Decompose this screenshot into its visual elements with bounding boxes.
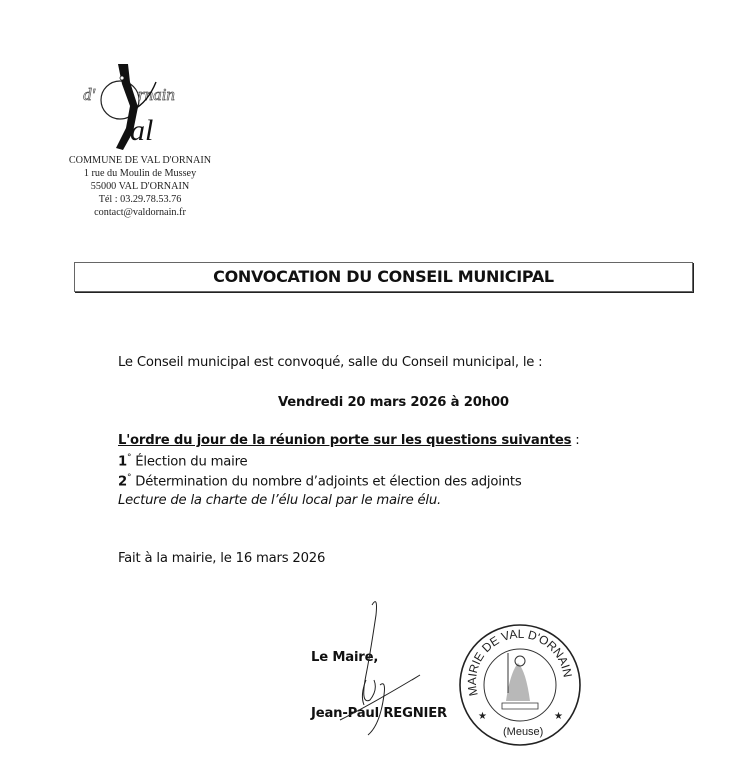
agenda-colon: : xyxy=(571,433,580,448)
address-line: 55000 VAL D'ORNAIN xyxy=(90,181,190,192)
title-box xyxy=(74,262,693,292)
address-line: COMMUNE DE VAL D'ORNAIN xyxy=(68,155,212,166)
agenda-item-number: 2 xyxy=(118,474,127,490)
commune-logo xyxy=(78,62,198,154)
document-title: CONVOCATION DU CONSEIL MUNICIPAL xyxy=(213,267,554,286)
agenda-note: Lecture de la charte de l’élu local par le maire élu. xyxy=(118,493,442,508)
degree-sign: ° xyxy=(126,473,132,483)
address-line: contact@valdornain.fr xyxy=(94,207,186,218)
signatory-name: Jean-Paul REGNIER xyxy=(311,706,448,721)
signatory-role: Le Maire, xyxy=(311,650,379,665)
meeting-date: Vendredi 20 mars 2026 à 20h00 xyxy=(278,395,509,410)
intro-text: Le Conseil municipal est convoqué, salle du Conseil municipal, le : xyxy=(118,355,543,370)
svg-text:MAIRIE DE VAL D'ORNAIN: MAIRIE DE VAL D'ORNAIN xyxy=(464,626,575,698)
handwritten-signature xyxy=(330,595,430,745)
agenda-item-2 xyxy=(118,473,522,489)
commune-address xyxy=(40,154,240,219)
svg-text:d': d' xyxy=(83,85,96,104)
address-line: 1 rue du Moulin de Mussey xyxy=(83,168,197,179)
svg-text:rnain: rnain xyxy=(138,85,175,104)
agenda-heading xyxy=(118,433,580,448)
svg-text:(Meuse): (Meuse) xyxy=(503,726,544,738)
degree-sign: ° xyxy=(126,453,132,463)
agenda-item-text: Élection du maire xyxy=(131,454,248,470)
address-line: Tél : 03.29.78.53.76 xyxy=(98,194,182,205)
done-at: Fait à la mairie, le 16 mars 2026 xyxy=(118,551,326,566)
svg-text:★: ★ xyxy=(554,711,563,722)
agenda-item-text: Détermination du nombre d’adjoints et élection des adjoints xyxy=(131,474,522,490)
official-stamp xyxy=(458,623,582,747)
svg-text:al: al xyxy=(130,114,154,147)
svg-text:★: ★ xyxy=(478,711,487,722)
agenda-heading-text: L'ordre du jour de la réunion porte sur les questions suivantes xyxy=(118,433,572,448)
agenda-item-number: 1 xyxy=(118,454,127,470)
agenda-item-1 xyxy=(118,453,247,469)
